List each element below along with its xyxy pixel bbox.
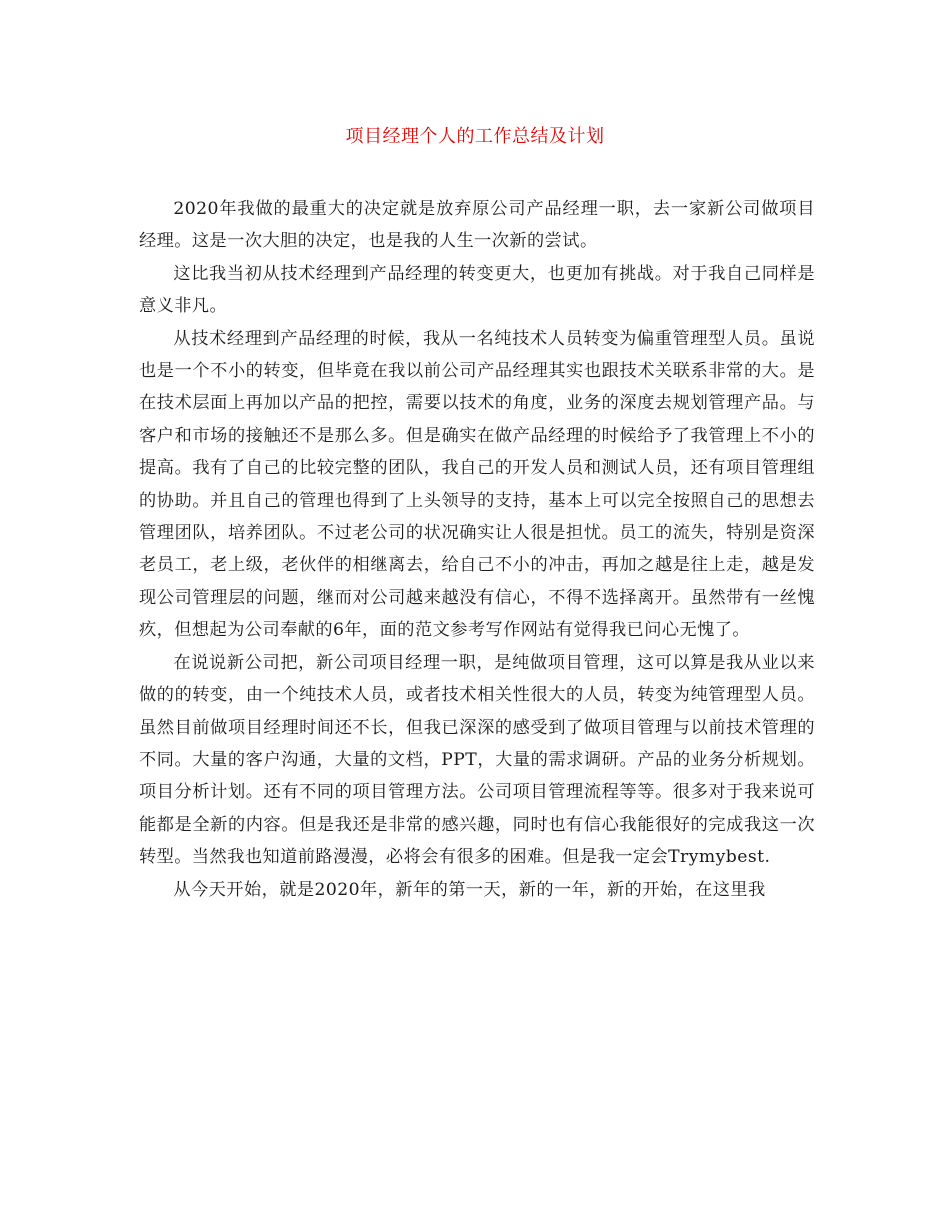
document-body xyxy=(139,193,815,906)
document-title: 项目经理个人的工作总结及计划 xyxy=(345,126,605,147)
paragraph-3: 从技术经理到产品经理的时候，我从一名纯技术人员转变为偏重管理型人员。虽说也是一个不小的转变，但毕竟在我以前公司产品经理其实也跟技术关联系非常的大。是在技术层面上再加以产品的把控，需要以技术的角度，业务的深度去规划管理产品。与客户和市场的接触还不是那么多。但是确实在做产品经理的时候给予了我管理上不小的提高。我有了自己的比较完整的团队，我自己的开发人员和测试人员，还有项目管理组的协助。并且自己的管理也得到了上头领导的支持，基本上可以完全按照自己的思想去管理团队，培养团队。不过老公司的状况确实让人很是担忧。员工的流失，特别是资深老员工，老上级，老伙伴的相继离去，给自己不小的冲击，再加之越是往上走，越是发现公司管理层的问题，继而对公司越来越没有信心，不得不选择离开。虽然带有一丝愧疚，但想起为公司奉献的6年，面的范文参考写作网站有觉得我已问心无愧了。 xyxy=(139,328,815,641)
paragraph-2: 这比我当初从技术经理到产品经理的转变更大，也更加有挑战。对于我自己同样是意义非凡。 xyxy=(139,263,815,317)
paragraph-1: 2020年我做的最重大的决定就是放弃原公司产品经理一职，去一家新公司做项目经理。这是一次大胆的决定，也是我的人生一次新的尝试。 xyxy=(139,199,815,252)
paragraph-4: 在说说新公司把，新公司项目经理一职，是纯做项目管理，这可以算是我从业以来做的的转变，由一个纯技术人员，或者技术相关性很大的人员，转变为纯管理型人员。虽然目前做项目经理时间还不长，但我已深深的感受到了做项目管理与以前技术管理的不同。大量的客户沟通，大量的文档，PPT，大量的需求调研。产品的业务分析规划。项目分析计划。还有不同的项目管理方法。公司项目管理流程等等。很多对于我来说可能都是全新的内容。但是我还是非常的感兴趣，同时也有信心我能很好的完成我这一次转型。当然我也知道前路漫漫，必将会有很多的困难。但是我一定会Trymybest. xyxy=(139,652,815,868)
paragraph-5: 从今天开始，就是2020年，新年的第一天，新的一年，新的开始，在这里我 xyxy=(173,879,766,900)
